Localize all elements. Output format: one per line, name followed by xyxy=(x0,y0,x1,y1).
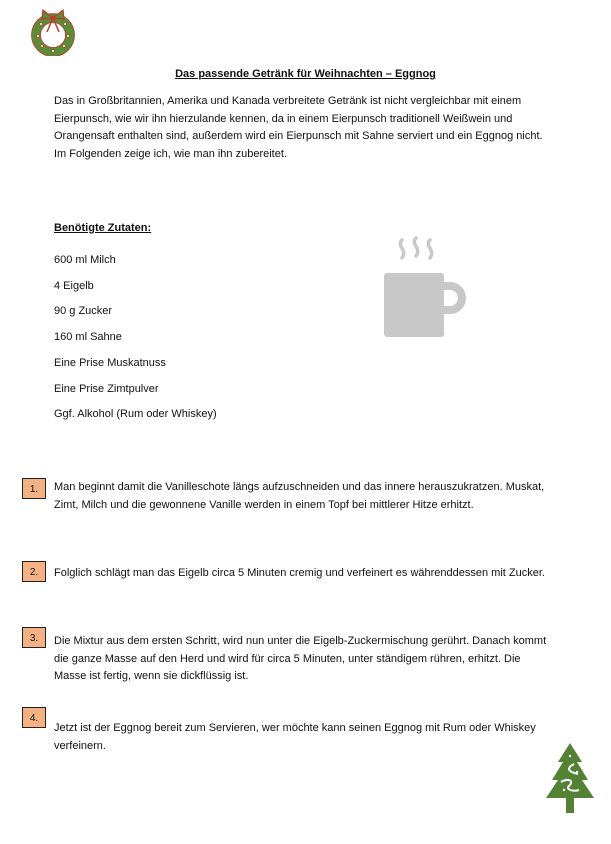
step-text: Folglich schlägt man das Eigelb circa 5 Minuten cremig und verfeinert es währenddessen mit Zucker. xyxy=(54,567,545,579)
ingredient-item: 160 ml Sahne xyxy=(54,331,122,344)
ingredient-item: 4 Eigelb xyxy=(54,279,94,292)
ingredients-heading: Benötigte Zutaten: xyxy=(54,222,152,234)
wreath-icon xyxy=(28,6,78,56)
ingredients-list xyxy=(54,248,217,428)
intro-paragraph: Das in Großbritannien, Amerika und Kanada verbreitete Getränk ist nicht vergleichbar mit einem Eierpunsch, wie wir ihn hierzulande kennen, da in einem Eierpunsch traditionell Weißwein und Orangensaft enthalten sind, außerdem wird ein Eierpunsch mit Sahne serviert und ein Eggnog nicht. Im Folgenden zeige ich, wie man ihn zubereitet. xyxy=(54,95,543,160)
step-text: Jetzt ist der Eggnog bereit zum Servieren, wer möchte kann seinen Eggnog mit Rum oder Whiskey verfeinern. xyxy=(54,722,536,752)
ingredient-item: Eine Prise Zimtpulver xyxy=(54,382,159,395)
step-number-badge: 3. xyxy=(22,627,46,648)
ingredient-item: 600 ml Milch xyxy=(54,254,116,266)
christmas-tree-icon xyxy=(544,742,596,814)
ingredient-item: Eine Prise Muskatnuss xyxy=(54,356,166,369)
step-text: Die Mixtur aus dem ersten Schritt, wird nun unter die Eigelb-Zuckermischung gerührt. Danach kommt die ganze Masse auf den Herd und wird für circa 5 Minuten, unter ständigem rühren, erhitzt. Die Masse ist fertig, wenn sie dickflüssig ist. xyxy=(54,635,547,682)
step-text: Man beginnt damit die Vanilleschote längs aufzuschneiden und das innere herauszukratzen. Muskat, Zimt, Milch und die gewonnene Vanille werden in einem Topf bei mittlerer Hitze erhitzt. xyxy=(54,481,545,511)
hot-mug-icon xyxy=(382,236,466,340)
ingredient-item: 90 g Zucker xyxy=(54,305,113,318)
step-number-badge: 2. xyxy=(22,561,46,582)
step-number-badge: 4. xyxy=(22,707,46,728)
step-number-badge: 1. xyxy=(22,478,46,499)
page-title: Das passende Getränk für Weihnachten – Eggnog xyxy=(175,68,436,80)
ingredient-item: Ggf. Alkohol (Rum oder Whiskey) xyxy=(54,408,217,421)
